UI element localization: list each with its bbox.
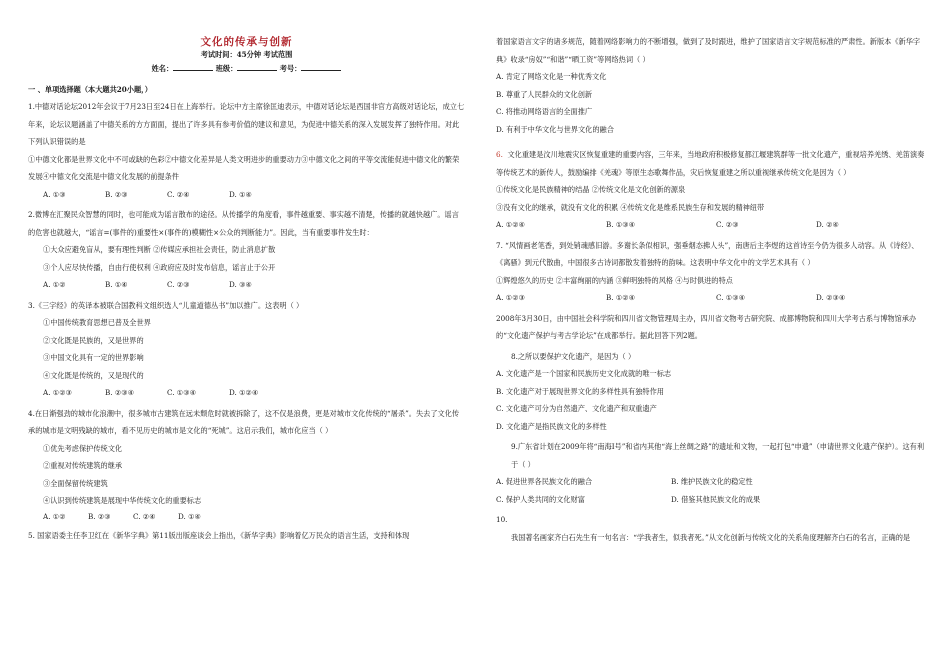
question-item: ④认识到传统建筑是展现中华传统文化的重要标志	[43, 496, 202, 505]
option-a: A. ①②	[43, 511, 66, 521]
option-a: A. 文化遗产是一个国家和民族历史文化成就的唯一标志	[496, 369, 672, 378]
answer-options	[28, 276, 465, 294]
option-a: A. ①②	[43, 280, 66, 289]
name-label: 姓名：	[151, 64, 174, 73]
option-a: A. ①②④	[496, 220, 526, 229]
option-c: C. ①③④	[716, 293, 746, 302]
option-b: B. ②③	[105, 189, 128, 199]
option-b: B. ②③④	[105, 388, 135, 397]
option-c: C. ②③	[167, 280, 190, 289]
option-c: C. 文化遗产可分为自然遗产、文化遗产和双重遗产	[496, 404, 657, 413]
option-d: D. 有利于中华文化与世界文化的融合	[496, 124, 614, 134]
option-b: B. ①④	[105, 280, 128, 289]
question-2	[28, 206, 465, 294]
question-items: ①中德文化都是世界文化中不可或缺的色彩②中德文化差异是人类文明进步的重要动力③中德文化之间的平等交流能促进中德文化的繁荣发展④中德文化交流是中德文化发展的前提条件	[28, 154, 460, 181]
class-label: 班级：	[215, 64, 238, 73]
answer-options	[496, 473, 926, 508]
question-5	[28, 527, 465, 545]
question-item: ①中国传统教育思想已普及全世界	[43, 318, 151, 327]
question-item: ②文化既是民族的，又是世界的	[43, 335, 144, 345]
option-a: A. 促进世界各民族文化的融合	[496, 477, 593, 486]
question-stem: 2.微博在汇聚民众智慧的同时，也可能成为谣言散布的途径。从传播学的角度看，事件越重要、事实越不清楚，传播的就越快越广。谣言的危害也就越大，“谣言=(事件的)重要性×(事件的)模糊性×公众的判断能力”。因此，当有重要事件发生时：	[28, 210, 459, 237]
answer-options	[28, 510, 465, 524]
question-number: 10.	[496, 515, 508, 524]
option-c: C. ②③	[716, 220, 739, 229]
option-b: B. 维护民族文化的稳定性	[671, 477, 753, 486]
name-blank	[173, 63, 213, 71]
question-5-continued	[496, 33, 926, 138]
option-c: C. 保护人类共同的文化财富	[496, 494, 585, 504]
question-item: ①优先考虑保护传统文化	[43, 443, 123, 453]
option-a: A. ①②③	[496, 293, 526, 302]
option-d: D. ①②④	[229, 388, 259, 397]
question-item: ①传统文化是民族精神的结晶 ②传统文化是文化创新的源泉	[496, 185, 686, 194]
context-text: 2008年3月30日，由中国社会科学院和四川省文物管理局主办，四川省文物考古研究院、成都博物院和四川大学考古系与博物馆承办的“文化遗产保护与考古学论坛”在成都举行。据此回答下列2题。	[496, 313, 917, 340]
answer-options	[28, 186, 465, 204]
option-d: D. ③④	[229, 280, 252, 289]
option-c: C. 将推动网络语言的全面推广	[496, 107, 593, 116]
question-7	[496, 237, 926, 307]
question-stem: 3.《三字经》的英译本被联合国教科文组织选人“儿童道德丛书”加以推广。这表明（ ）	[28, 300, 304, 310]
option-b: B. ②③	[88, 511, 111, 521]
question-item: ②重视对传统建筑的继承	[43, 461, 123, 470]
question-stem: 8.之所以要保护文化遗产，是因为（ ）	[511, 351, 636, 361]
option-d: D. ②④	[816, 220, 839, 229]
option-b: B. 尊重了人民群众的文化创新	[496, 89, 593, 99]
exam-subtitle: 考试时间：45分钟 考试范围	[200, 50, 293, 59]
context-passage	[496, 310, 926, 345]
section-heading: 一 、单项选择题（本大题共20小题，）	[28, 85, 152, 94]
question-item: ③全面保留传统建筑	[43, 478, 108, 488]
student-info-line	[28, 63, 465, 74]
answer-options	[496, 216, 926, 234]
right-column	[496, 0, 926, 546]
question-4	[28, 405, 465, 524]
question-stem: 我国著名画家齐白石先生有一句名言：“学我者生，似我者死。”从文化创新与传统文化的关系角度理解齐白石的名言，正确的是	[511, 532, 911, 542]
question-1	[28, 98, 465, 203]
question-items: ①辉煌悠久的历史 ②丰富绚丽的内涵 ③鲜明独特的风格 ④与时俱进的特点	[496, 275, 733, 285]
question-stem: 9.广东省计划在2009年将“南海Ⅰ号”和省内其他“海上丝绸之路”的遗址和文物，一起打包“申遗”（申请世界文化遗产保护）。这有利于（ ）	[511, 442, 925, 469]
option-a: A. ①③	[43, 189, 66, 199]
question-stem	[496, 146, 926, 181]
question-6	[496, 146, 926, 234]
class-blank	[237, 63, 277, 71]
option-d: D. ①④	[229, 189, 252, 199]
question-stem: 着国家语言文字的诸多规范，随着网络影响力的不断增强，做到了及时跟进，维护了国家语言文字规范标准的严肃性。新版本《新华字典》收录“房奴”“和谐”“晒工资”等网络热词（ ）	[496, 37, 921, 64]
number-blank	[301, 63, 341, 71]
question-stem: 1.中德对话论坛2012年会议于7月23日至24日在上海举行。论坛中方主席徐匡迪表示，中德对话论坛是西国非官方高级对话论坛，成立七年来，论坛议题涵盖了中德关系的方方面面，提出了许多具有参考价值的建议和意见，为促进中德关系的深入发展发挥了独特作用。对此下列认识错误的是	[28, 102, 465, 146]
number-label: 考号：	[279, 64, 302, 73]
question-text: 文化重建是汶川地震灾区恢复重建的重要内容，三年来，当地政府积极修复都江堰建筑群等一批文化遗产，重视培养羌绣、羌笛演奏等传统艺术的新传人，鼓励编排《羌魂》等原生态歌舞作品，灾后恢复重建之所以重视继承传统文化是因为（ ）	[496, 150, 925, 177]
option-c: C. ①③④	[167, 388, 197, 397]
question-stem: 7. “风情画老笔香，到处销魂感旧游。多谢长条似相识，强垂烟态拂人头”，南唐后主李煜的这首诗至今仍为很多人动容。从《诗经》、《离骚》到元代散曲，中国很多古诗词都散发着独特的韵味。这表明中华文化中的文学艺术具有（ ）	[496, 240, 919, 267]
question-item: ③个人应尽快传播，自由行使权利 ④政府应及时发布信息，谣言止于公开	[43, 262, 276, 272]
option-b: B. ①②④	[606, 293, 636, 302]
option-d: D. 文化遗产是指民族文化的多样性	[496, 421, 607, 431]
option-d: D. 借鉴其他民族文化的成果	[671, 494, 761, 504]
question-stem: 4.在日渐强劲的城市化浪潮中，很多城市古建筑在远未颓危时就被拆除了，这不仅是浪费，更是对城市文化传统的“屠杀”。失去了文化传承的城市是文明残缺的城市，看不见历史的城市是文化的“死城”。这启示我们，城市化应当（ ）	[28, 408, 460, 435]
option-a: A. ①②③	[43, 388, 73, 397]
option-c: C. ②④	[133, 511, 156, 521]
question-10	[496, 511, 926, 546]
option-d: D. ①④	[178, 511, 201, 521]
question-item: ④文化既是传统的，又是现代的	[43, 370, 144, 380]
answer-options	[496, 289, 926, 307]
question-item: ③中国文化具有一定的世界影响	[43, 353, 144, 362]
left-column	[28, 0, 465, 544]
question-number: 6.	[496, 150, 503, 159]
exam-title: 文化的传承与创新	[200, 36, 293, 48]
question-stem: 5. 国家语委主任李卫红在《新华字典》第11版出版座谈会上指出，《新华字典》影响着亿万民众的语言生活，支持和体现	[28, 530, 410, 540]
question-8	[496, 348, 926, 436]
question-9	[496, 438, 926, 508]
option-b: B. 文化遗产对于展现世界文化的多样性具有独特作用	[496, 386, 664, 396]
option-d: D. ②③④	[816, 293, 846, 302]
question-item: ③没有文化的继承，就没有文化的积累 ④传统文化是维系民族生存和发展的精神纽带	[496, 202, 765, 212]
question-item: ①大众应避免盲从，要有理性判断 ②传媒应承担社会责任，防止消息扩散	[43, 245, 276, 254]
option-a: A. 肯定了网络文化是一种优秀文化	[496, 72, 607, 81]
answer-options	[28, 384, 465, 402]
option-b: B. ①③④	[606, 220, 636, 229]
option-c: C. ②④	[167, 189, 190, 199]
question-3	[28, 297, 465, 402]
